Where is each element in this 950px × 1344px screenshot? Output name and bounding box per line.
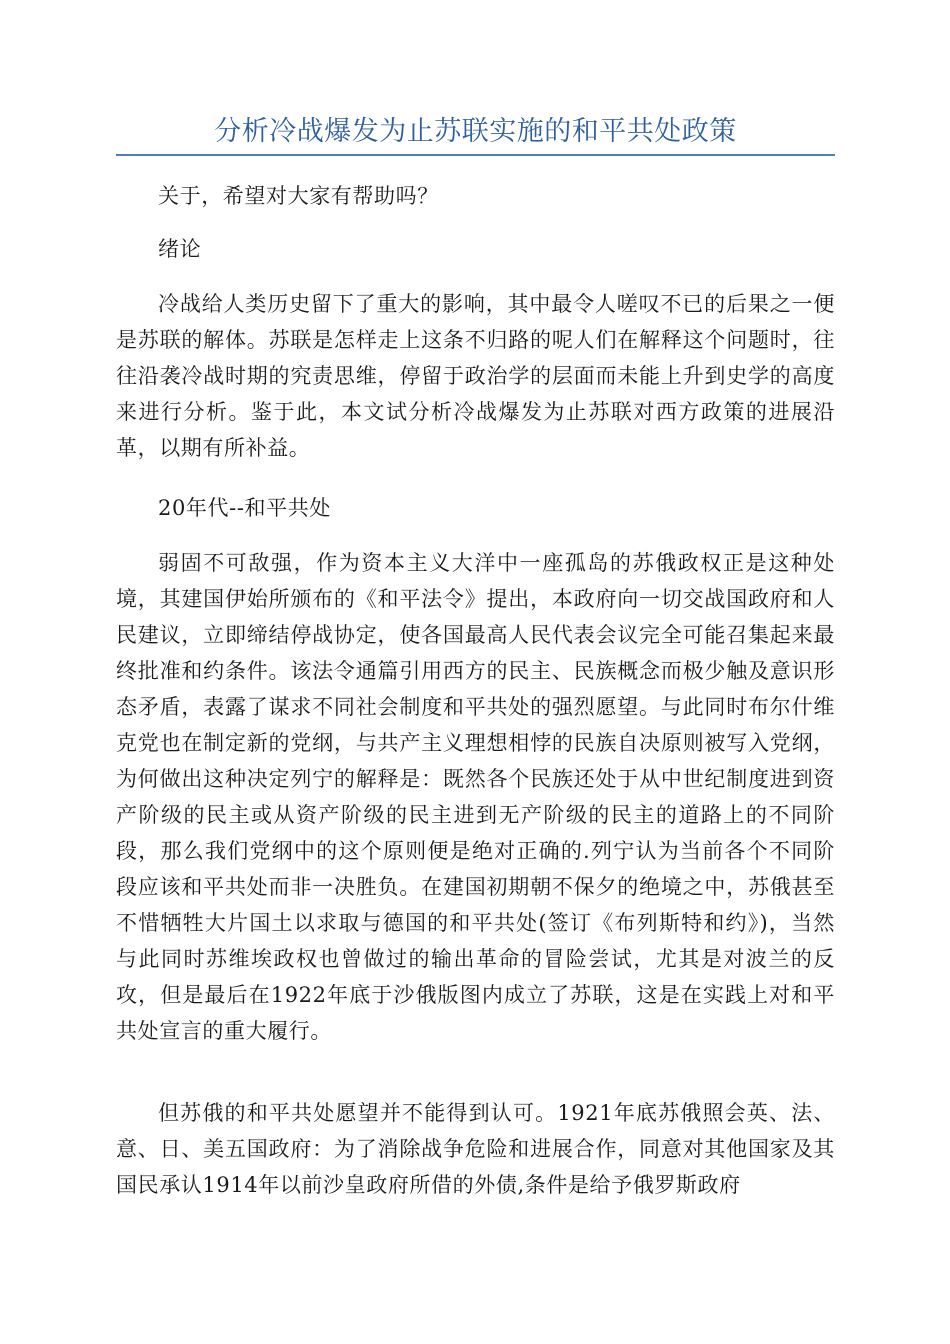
paragraph-text: 冷战给人类历史留下了重大的影响，其中最令人嗟叹不已的后果之一便是苏联的解体。苏联是怎样走上这条不归路的呢人们在解释这个问题时，往往沿袭冷战时期的究责思维，停留于政治学的层面而未能上升到史学的高度来进行分析。鉴于此，本文试分析冷战爆发为止苏联对西方政策的进展沿革，以期有所补益。	[116, 292, 835, 460]
paragraph-intro	[116, 178, 835, 214]
paragraph-introduction-body	[116, 286, 835, 466]
paragraph-heading-1920s	[116, 490, 835, 526]
section-heading: 绪论	[158, 237, 202, 261]
title-underline	[116, 154, 835, 156]
document-title: 分析冷战爆发为止苏联实施的和平共处政策	[214, 116, 737, 147]
section-heading: 20年代--和平共处	[158, 496, 331, 520]
paragraph-heading-introduction	[116, 231, 835, 267]
paragraph-peaceful-coexistence	[116, 545, 835, 1049]
paragraph-recognition	[116, 1095, 835, 1203]
paragraph-text: 但苏俄的和平共处愿望并不能得到认可。1921年底苏俄照会英、法、意、日、美五国政府：为了消除战争危险和进展合作，同意对其他国家及其国民承认1914年以前沙皇政府所借的外债,条件是给予俄罗斯政府	[116, 1101, 835, 1197]
paragraph-text: 关于，希望对大家有帮助吗？	[158, 184, 439, 208]
paragraph-text: 弱固不可敌强，作为资本主义大洋中一座孤岛的苏俄政权正是这种处境，其建国伊始所颁布的《和平法令》提出，本政府向一切交战国政府和人民建议，立即缔结停战协定，使各国最高人民代表会议完全可能召集起来最终批准和约条件。该法令通篇引用西方的民主、民族概念而极少触及意识形态矛盾，表露了谋求不同社会制度和平共处的强烈愿望。与此同时布尔什维克党也在制定新的党纲，与共产主义理想相悖的民族自决原则被写入党纲，为何做出这种决定列宁的解释是：既然各个民族还处于从中世纪制度进到资产阶级的民主或从资产阶级的民主进到无产阶级的民主的道路上的不同阶段，那么我们党纲中的这个原则便是绝对正确的.列宁认为当前各个不同阶段应该和平共处而非一决胜负。在建国初期朝不保夕的绝境之中，苏俄甚至不惜牺牲大片国土以求取与德国的和平共处(签订《布列斯特和约》)，当然与此同时苏维埃政权也曾做过的输出革命的冒险尝试，尤其是对波兰的反攻，但是最后在1922年底于沙俄版图内成立了苏联，这是在实践上对和平共处宣言的重大履行。	[116, 551, 835, 1043]
